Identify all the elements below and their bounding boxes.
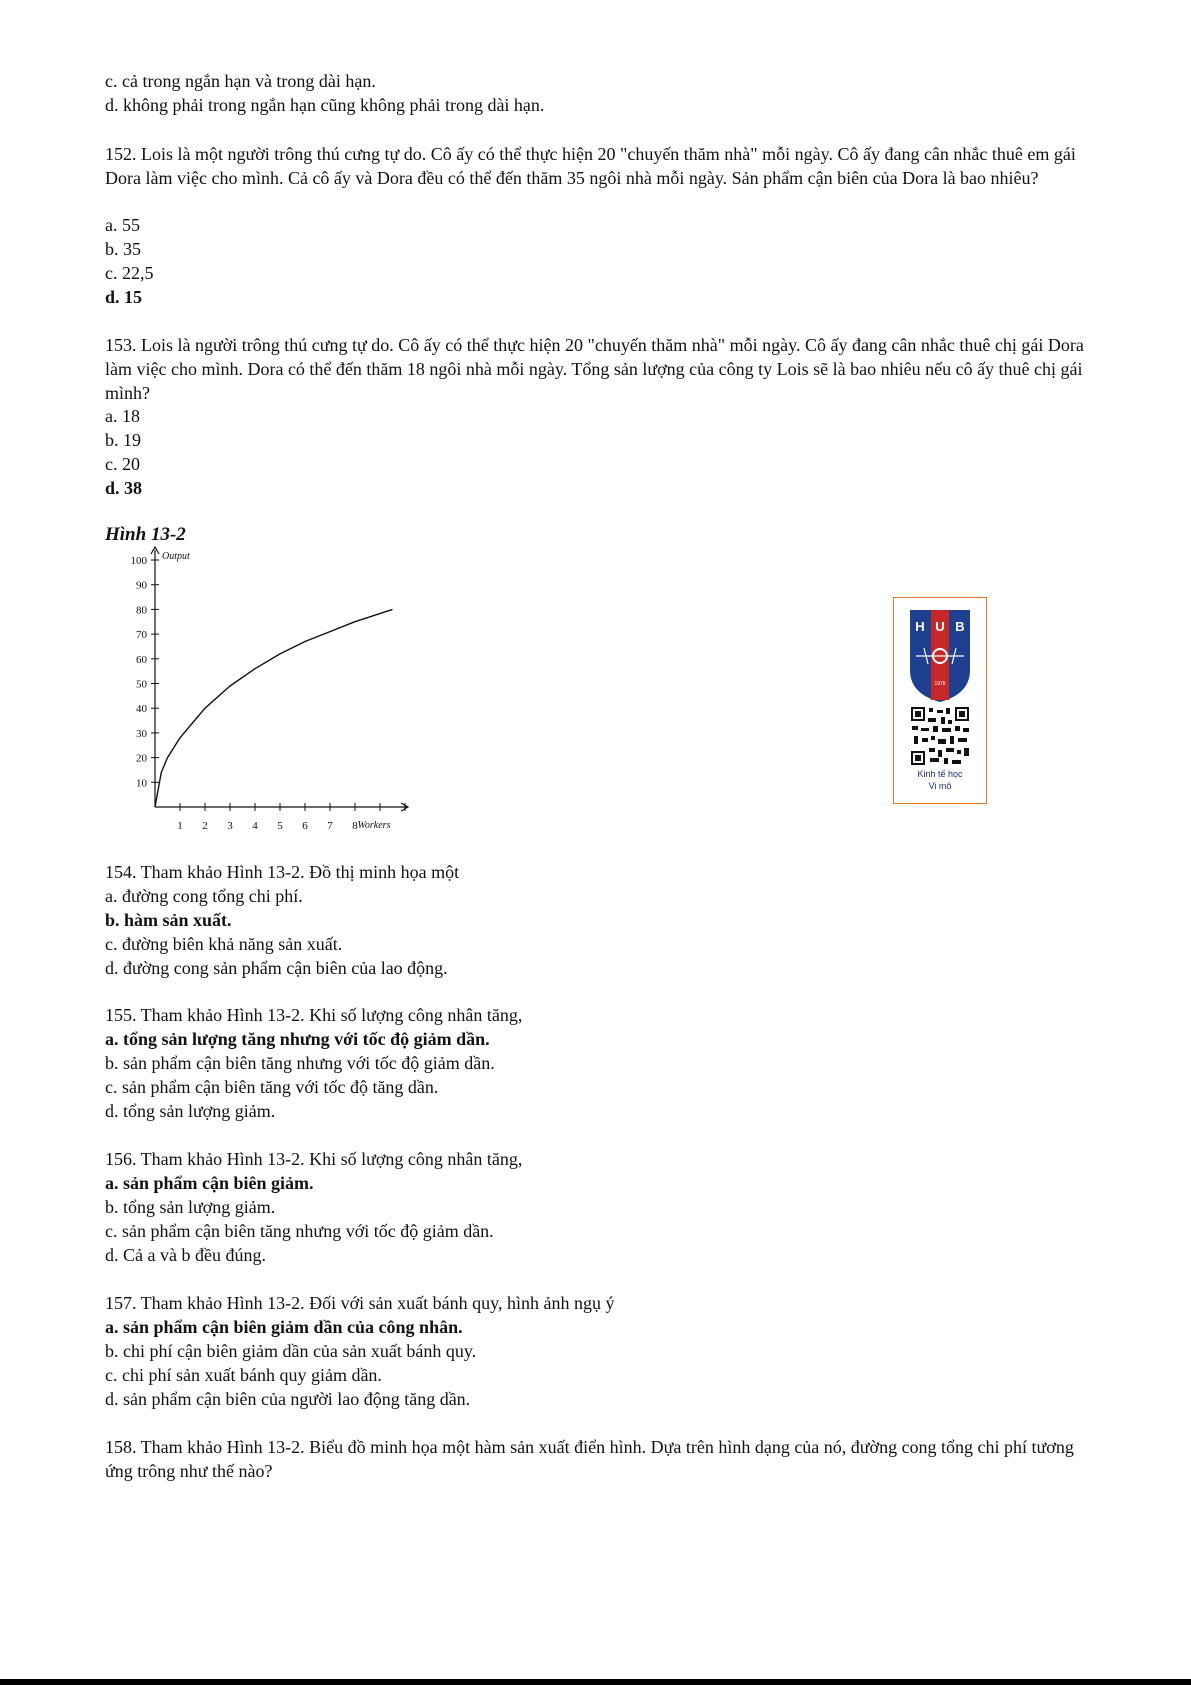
q155-option-a-answer: a. tổng sản lượng tăng nhưng với tốc độ giảm dần. [105,1029,490,1049]
q153-option-b: b. 19 [105,430,141,450]
q154-option-b-answer: b. hàm sản xuất. [105,910,232,930]
q157-option-c: c. chi phí sản xuất bánh quy giảm dần. [105,1365,382,1385]
q152-option-d-answer: d. 15 [105,287,143,307]
x-tick-label: 4 [252,820,258,832]
qr-code-icon [910,706,970,766]
q153-option-c: c. 20 [105,454,140,474]
q154-option-c: c. đường biên khả năng sản xuất. [105,934,343,954]
q156-option-b: b. tổng sản lượng giảm. [105,1197,276,1217]
q157-option-b: b. chi phí cận biên giảm dần của sản xuất bánh quy. [105,1341,477,1361]
question-154: 154. Tham khảo Hình 13-2. Đồ thị minh họa một [105,862,460,882]
page-bottom-border [0,1679,1191,1685]
q156-option-d: d. Cả a và b đều đúng. [105,1245,266,1265]
y-tick-label: 80 [136,604,147,617]
q154-option-d: d. đường cong sản phẩm cận biên của lao động. [105,958,448,978]
y-axis-label: Output [162,551,190,562]
x-tick-label: 3 [227,820,233,832]
q156-option-c: c. sản phẩm cận biên tăng nhưng với tốc độ giảm dần. [105,1221,494,1241]
question-152: 152. Lois là một người trông thú cưng tự do. Cô ấy có thể thực hiện 20 "chuyến thăm nhà" mỗi ngày. Cô ấy đang cân nhắc thuê em gái Dora làm việc cho mình. Cả cô ấy và Dora đều có thể đến thăm 35 ngôi nhà mỗi ngày. Sản phẩm cận biên của Dora là bao nhiêu? [105,144,1076,188]
y-tick-label: 60 [136,653,147,666]
badge-caption [894,768,986,792]
q156-option-a-answer: a. sản phẩm cận biên giảm. [105,1173,314,1193]
q155-option-d: d. tổng sản lượng giảm. [105,1101,276,1121]
x-tick-label: 6 [302,820,308,832]
q157-option-a-answer: a. sản phẩm cận biên giảm dần của công nhân. [105,1317,463,1337]
question-157: 157. Tham khảo Hình 13-2. Đối với sản xuất bánh quy, hình ảnh ngụ ý [105,1293,615,1313]
figure-title: Hình 13-2 [105,524,186,545]
x-tick-label: 7 [327,820,333,832]
question-156: 156. Tham khảo Hình 13-2. Khi số lượng công nhân tăng, [105,1149,523,1169]
q153-option-d-answer: d. 38 [105,478,143,498]
x-tick-label: 2 [202,820,208,832]
production-function-chart [110,545,430,835]
badge-caption-line1: Kinh tế học [917,769,963,779]
hub-year: 1976 [934,681,946,687]
q154-option-a: a. đường cong tổng chi phí. [105,886,303,906]
q157-option-d: d. sản phẩm cận biên của người lao động tăng dần. [105,1389,471,1409]
question-155: 155. Tham khảo Hình 13-2. Khi số lượng công nhân tăng, [105,1005,523,1025]
x-tick-label: 5 [277,820,283,832]
q152-option-a: a. 55 [105,215,140,235]
hub-letter-u: U [935,619,945,634]
option-d-prev: d. không phải trong ngắn hạn cũng không phải trong dài hạn. [105,95,545,115]
y-tick-label: 70 [136,629,147,642]
hub-badge [893,597,987,804]
q155-option-c: c. sản phẩm cận biên tăng với tốc độ tăng dần. [105,1077,439,1097]
y-tick-label: 50 [136,678,147,691]
output-curve [155,609,393,807]
hub-letter-h: H [915,619,925,634]
y-tick-label: 20 [136,752,147,765]
q155-option-b: b. sản phẩm cận biên tăng nhưng với tốc độ giảm dần. [105,1053,495,1073]
badge-caption-line2: Vi mô [928,781,952,791]
y-tick-label: 90 [136,579,147,592]
q153-option-a: a. 18 [105,406,140,426]
y-tick-label: 100 [130,555,147,567]
x-tick-label: 8 [352,820,358,832]
hub-logo-icon [894,598,986,768]
x-tick-label: 1 [177,820,183,832]
y-tick-label: 10 [136,777,147,790]
question-158: 158. Tham khảo Hình 13-2. Biểu đồ minh họa một hàm sản xuất điển hình. Dựa trên hình dạng của nó, đường cong tổng chi phí tương ứng trông như thế nào? [105,1437,1074,1481]
y-tick-label: 40 [136,703,147,716]
option-c-prev: c. cả trong ngắn hạn và trong dài hạn. [105,71,376,91]
x-axis-label: Workers [357,820,391,831]
q152-option-c: c. 22,5 [105,263,154,283]
hub-letter-b: B [955,619,965,634]
question-153: 153. Lois là người trông thú cưng tự do. Cô ấy có thể thực hiện 20 "chuyến thăm nhà" mỗi ngày. Cô ấy đang cân nhắc thuê chị gái Dora làm việc cho mình. Dora có thể đến thăm 18 ngôi nhà mỗi ngày. Tổng sản lượng của công ty Lois sẽ là bao nhiêu nếu cô ấy thuê chị gái mình? [105,335,1084,403]
q152-option-b: b. 35 [105,239,141,259]
y-tick-label: 30 [136,727,147,740]
